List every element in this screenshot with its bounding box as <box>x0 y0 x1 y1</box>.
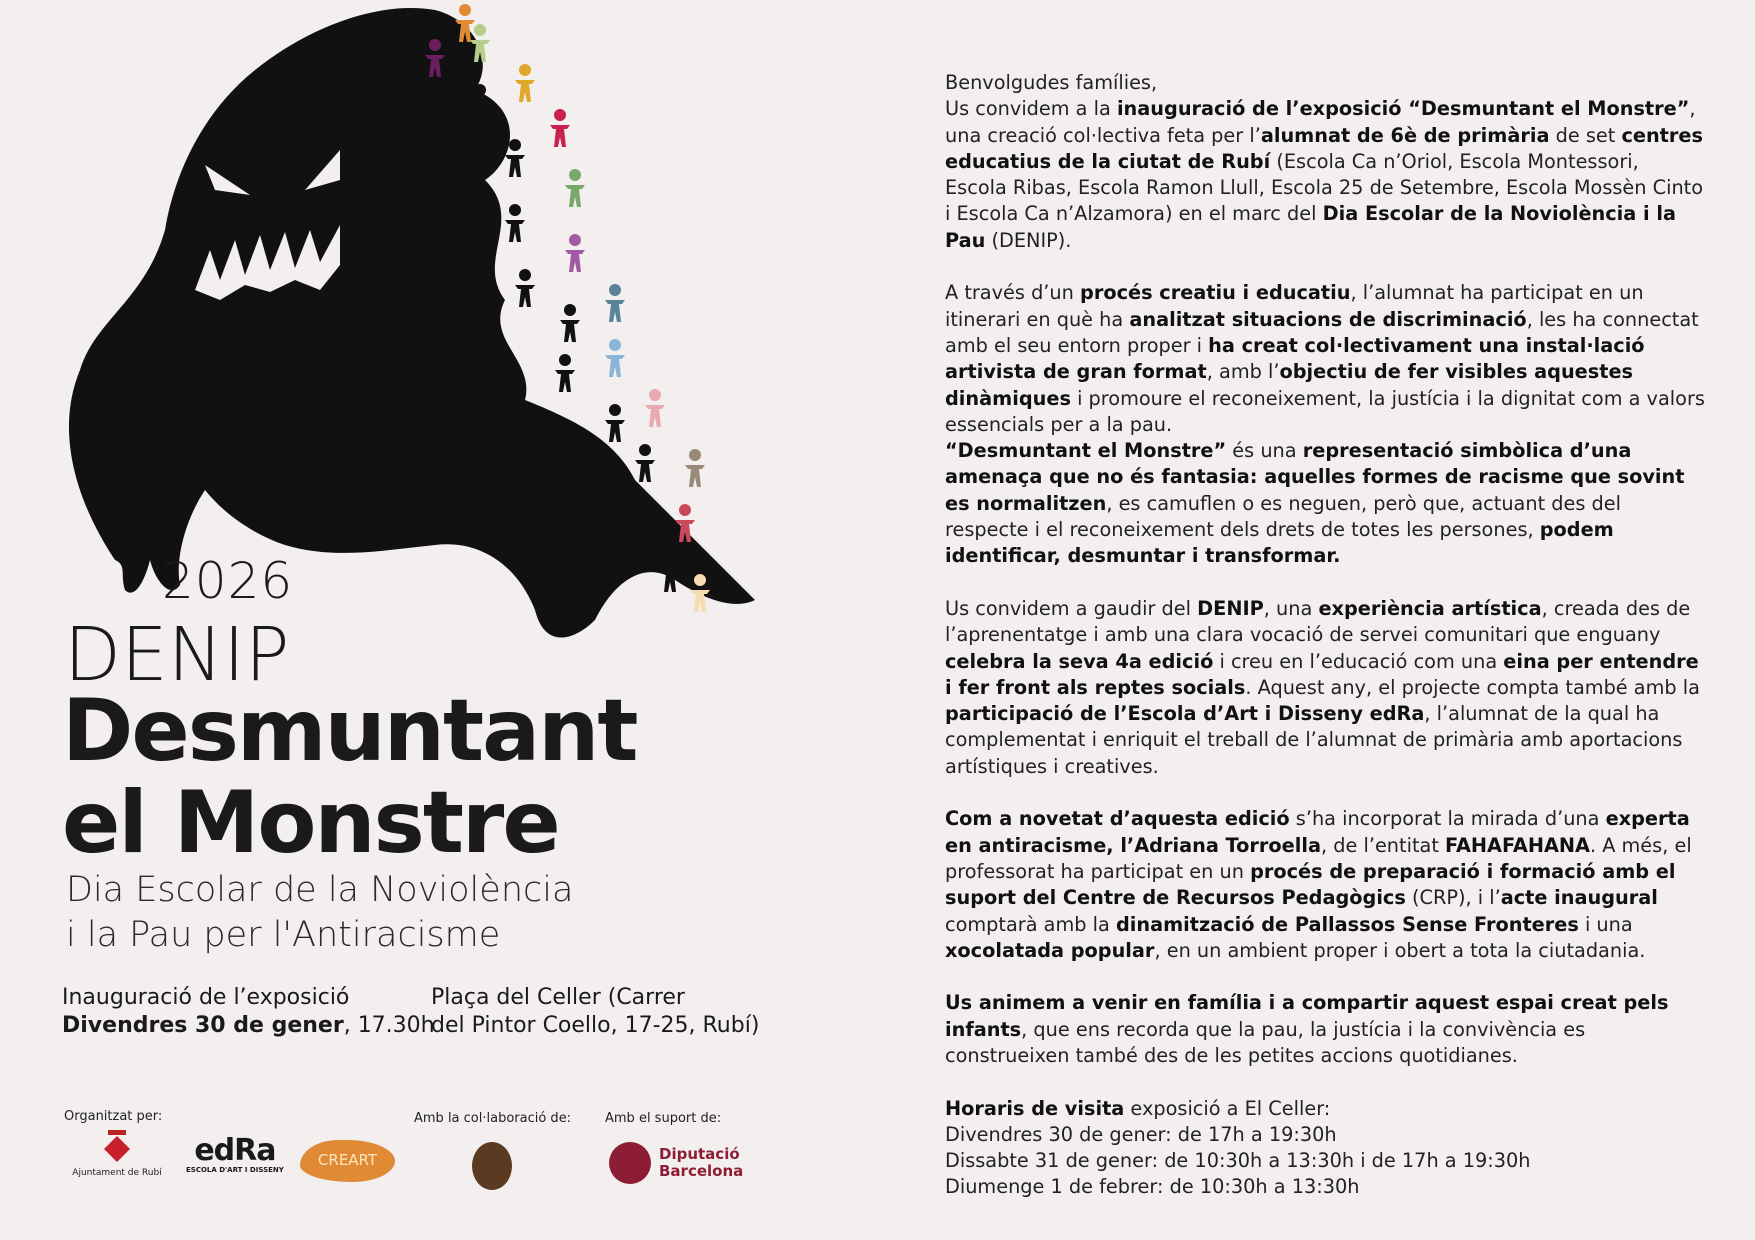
child-figure-icon <box>605 284 625 322</box>
poster-acronym: DENIP <box>64 612 290 698</box>
letter-segment: i una <box>1578 912 1633 936</box>
poster-year: 2026 <box>162 552 294 610</box>
letter-segment: Us convidem a la <box>945 97 1117 121</box>
letter-segment: (DENIP). <box>985 228 1072 252</box>
letter-segment: DENIP <box>1197 596 1264 620</box>
letter-segment: podem identificar, desmuntar i transformar. <box>945 518 1614 568</box>
child-figure-icon <box>515 269 535 307</box>
letter-segment: FAHAFAHANA <box>1445 833 1590 857</box>
edra-logo: edRa ESCOLA D'ART I DISSENY <box>186 1133 284 1174</box>
letter-segment: ha creat col·lectivament una instal·lació artivista de gran format <box>945 333 1645 384</box>
letter-segment: Benvolgudes famílies, <box>945 71 1158 94</box>
rubi-shield-icon <box>62 1128 172 1164</box>
poster-title-line2: el Monstre <box>62 773 559 873</box>
letter-segment: , que ens recorda que la pau, la justícia i la convivència es construeixen també des de les petites accions quotidianes. <box>945 1017 1586 1067</box>
creart-logo: CREART <box>300 1140 395 1182</box>
letter-segment: , l’alumnat de la qual ha complementat i enriquit el treball de l’alumnat de primària amb aportacions artístiques i creatives. <box>945 702 1683 778</box>
letter-segment: Com a novetat d’aquesta edició <box>945 807 1290 831</box>
collab-label: Amb la col·laboració de: <box>414 1111 572 1126</box>
child-figure-icon <box>605 339 625 377</box>
letter-segment: , les ha connectat amb el seu entorn proper i <box>945 307 1699 357</box>
subtitle-line2: i la Pau per l'Antiracisme <box>66 915 501 955</box>
place-line2: del Pintor Coello, 17-25, Rubí) <box>431 1013 760 1038</box>
diputacio-logo: Diputació Barcelona <box>609 1142 743 1184</box>
letter-segment: dinamització de Pallassos Sense Fronteres <box>1115 912 1579 936</box>
letter-segment: , en un ambient proper i obert a tota la ciutadania. <box>1154 938 1646 962</box>
letter-segment: (Escola Ca n’Oriol, Escola Montessori, Escola Ribas, Escola Ramon Llull, Escola 25 de Setembre, Escola Mossèn Cinto i Escola Ca n’Alzamora) en el marc del <box>945 149 1704 226</box>
letter-segment: Horaris de visita <box>945 1096 1125 1120</box>
letter-segment: Us convidem a gaudir del <box>945 596 1198 620</box>
child-figure-icon <box>515 64 535 102</box>
letter-segment: Dia Escolar de la Noviolència i la Pau <box>945 202 1676 252</box>
letter-p2 <box>945 280 1705 569</box>
fahafahana-logo <box>472 1142 512 1190</box>
event-label: Inauguració de l’exposició <box>62 985 350 1010</box>
child-figure-icon <box>685 449 705 487</box>
letter-segment: , l’alumnat ha participat en un itinerari en què ha <box>945 281 1644 331</box>
letter-segment: xocolatada popular <box>945 938 1155 962</box>
letter-p4 <box>945 806 1705 964</box>
letter-segment: participació de l’Escola d’Art i Disseny edRa <box>945 702 1425 726</box>
place-line1: Plaça del Celler (Carrer <box>431 985 685 1010</box>
poster-subtitle <box>66 868 573 958</box>
letter-p3 <box>945 596 1705 780</box>
letter-segment: , amb l’ <box>1206 360 1280 384</box>
letter-segment: centres educatius de la ciutat de Rubí <box>945 123 1703 173</box>
letter-segment: acte inaugural <box>1500 886 1658 910</box>
letter-segment: i promoure el reconeixement, la justícia i la dignitat com a valors essencials per a la pau. <box>945 386 1705 436</box>
letter-segment: (CRP), i l’ <box>1405 886 1501 910</box>
letter-segment: “Desmuntant el Monstre” <box>945 439 1227 463</box>
diputacio-emblem-icon <box>609 1142 651 1184</box>
event-time: , 17.30h <box>343 1013 435 1038</box>
letter-segment: Divendres 30 de gener: de 17h a 19:30h <box>945 1122 1337 1146</box>
letter-segment: comptarà amb la <box>945 912 1116 936</box>
child-figure-icon <box>635 444 655 482</box>
child-figure-icon <box>645 389 665 427</box>
letter-segment: inauguració de l’exposició “Desmuntant el Monstre” <box>1116 97 1690 121</box>
child-figure-icon <box>555 354 575 392</box>
child-figure-icon <box>565 234 585 272</box>
letter-segment: i creu en l’educació com una <box>1213 649 1504 673</box>
letter-segment: celebra la seva 4a edició <box>945 649 1214 673</box>
letter-segment: . A més, el professorat ha participat en un <box>945 833 1692 883</box>
rubi-label: Ajuntament de Rubí <box>72 1168 162 1178</box>
invitation-letter <box>945 70 1705 1227</box>
letter-segment: alumnat de 6è de primària <box>1260 123 1550 147</box>
letter-segment: , una <box>1263 596 1319 620</box>
letter-p6 <box>945 1096 1705 1201</box>
child-figure-icon <box>605 404 625 442</box>
rubi-logo <box>62 1128 172 1178</box>
letter-segment: s’ha incorporat la mirada d’una <box>1289 807 1606 831</box>
letter-segment: experta en antiracisme, l’Adriana Torroella <box>945 807 1690 857</box>
letter-segment: A través d’un <box>945 281 1081 305</box>
letter-segment: experiència artística <box>1318 596 1542 620</box>
poster-title-line1: Desmuntant <box>62 681 637 781</box>
letter-segment: procés creatiu i educatiu <box>1080 281 1351 305</box>
letter-p1 <box>945 70 1705 254</box>
letter-segment: objectiu de fer visibles aquestes dinàmiques <box>945 360 1633 410</box>
child-figure-icon <box>565 169 585 207</box>
letter-segment: , de l’entitat <box>1320 833 1446 857</box>
letter-segment: , una creació col·lectiva feta per l’ <box>945 97 1696 147</box>
letter-segment: . Aquest any, el projecte compta també amb la <box>1245 675 1700 699</box>
letter-segment: analitzat situacions de discriminació <box>1129 307 1527 331</box>
child-figure-icon <box>560 304 580 342</box>
child-figure-icon <box>505 204 525 242</box>
child-figure-icon <box>550 109 570 147</box>
letter-segment: representació simbòlica d’una amenaça que no és fantasia: aquelles formes de racisme que sovint es normalitzen <box>945 439 1685 515</box>
letter-p5 <box>945 990 1705 1069</box>
letter-segment: , creada des de l’aprenentatge i amb una clara vocació de servei comunitari que enguany <box>945 596 1691 647</box>
letter-segment: eina per entendre i fer front als reptes socials <box>945 649 1699 699</box>
event-date: Divendres 30 de gener <box>62 1013 344 1038</box>
letter-segment: , es camuflen o es neguen, però que, actuant des del respecte i el reconeixement dels drets de totes les persones, <box>945 491 1621 542</box>
event-place <box>431 984 759 1040</box>
monster-silhouette <box>69 8 755 637</box>
letter-segment: Us animem a venir en família i a compartir aquest espai creat pels infants <box>945 991 1669 1041</box>
event-info <box>62 984 435 1040</box>
organized-label: Organitzat per: <box>64 1109 163 1124</box>
letter-segment: exposició a El Celler: <box>1124 1096 1331 1120</box>
support-label: Amb el suport de: <box>605 1111 722 1126</box>
letter-segment: procés de preparació i formació amb el suport del Centre de Recursos Pedagògics <box>945 859 1676 910</box>
letter-segment: Diumenge 1 de febrer: de 10:30h a 13:30h <box>945 1175 1360 1199</box>
subtitle-line1: Dia Escolar de la Noviolència <box>66 870 574 910</box>
letter-segment: és una <box>1226 439 1303 463</box>
letter-segment: Dissabte 31 de gener: de 10:30h a 13:30h i de 17h a 19:30h <box>945 1149 1531 1173</box>
letter-segment: de set <box>1549 123 1622 147</box>
